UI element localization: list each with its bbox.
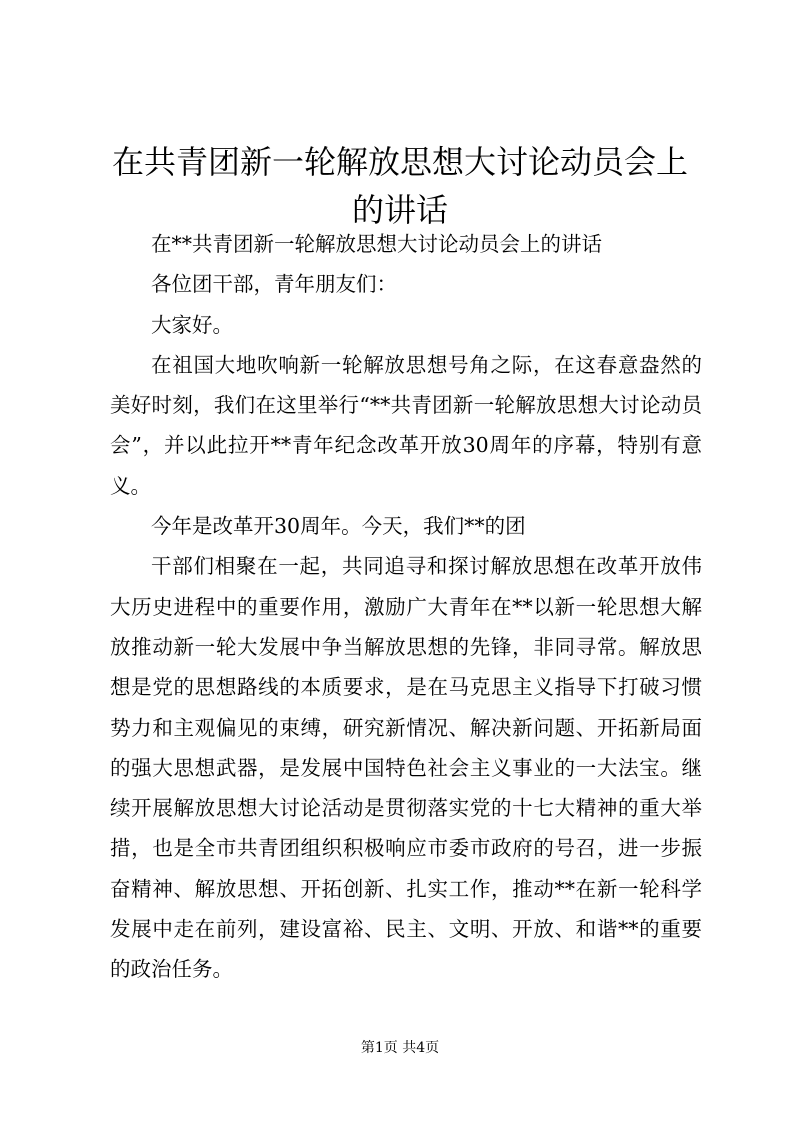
paragraph-anniversary: 今年是改革开30周年。今天，我们**的团 [151,514,526,539]
document-body [110,224,702,990]
page-number: 第1页 共4页 [360,1040,440,1056]
paragraph-salutation: 各位团干部，青年朋友们： [151,272,397,297]
document-title: 在共青团新一轮解放思想大讨论动员会上的讲话 [111,143,688,229]
paragraph-heading-repeat: 在**共青团新一轮解放思想大讨论动员会上的讲话 [151,232,602,256]
paragraph-opening: 在祖国大地吹响新一轮解放思想号角之际，在这春意盎然的美好时刻，我们在这里举行“**共青团新一轮解放思想大讨论动员会”，并以此拉开**青年纪念改革开放30周年的序幕，特别有意义。 [110,352,702,498]
paragraph-main: 干部们相聚在一起，共同追寻和探讨解放思想在改革开放伟大历史进程中的重要作用，激励广大青年在**以新一轮思想大解放推动新一轮大发展中争当解放思想的先锋，非同寻常。解放思想是党的思想路线的本质要求，是在马克思主义指导下打破习惯势力和主观偏见的束缚，研究新情况、解决新问题、开拓新局面的强大思想武器，是发展中国特色社会主义事业的一大法宝。继续开展解放思想大讨论活动是贯彻落实党的十七大精神的重大举措，也是全市共青团组织积极响应市委市政府的号召，进一步振奋精神、解放思想、开拓创新、扎实工作，推动**在新一轮科学发展中走在前列，建设富裕、民主、文明、开放、和谐**的重要的政治任务。 [110,554,702,982]
paragraph-greeting: 大家好。 [151,312,233,337]
